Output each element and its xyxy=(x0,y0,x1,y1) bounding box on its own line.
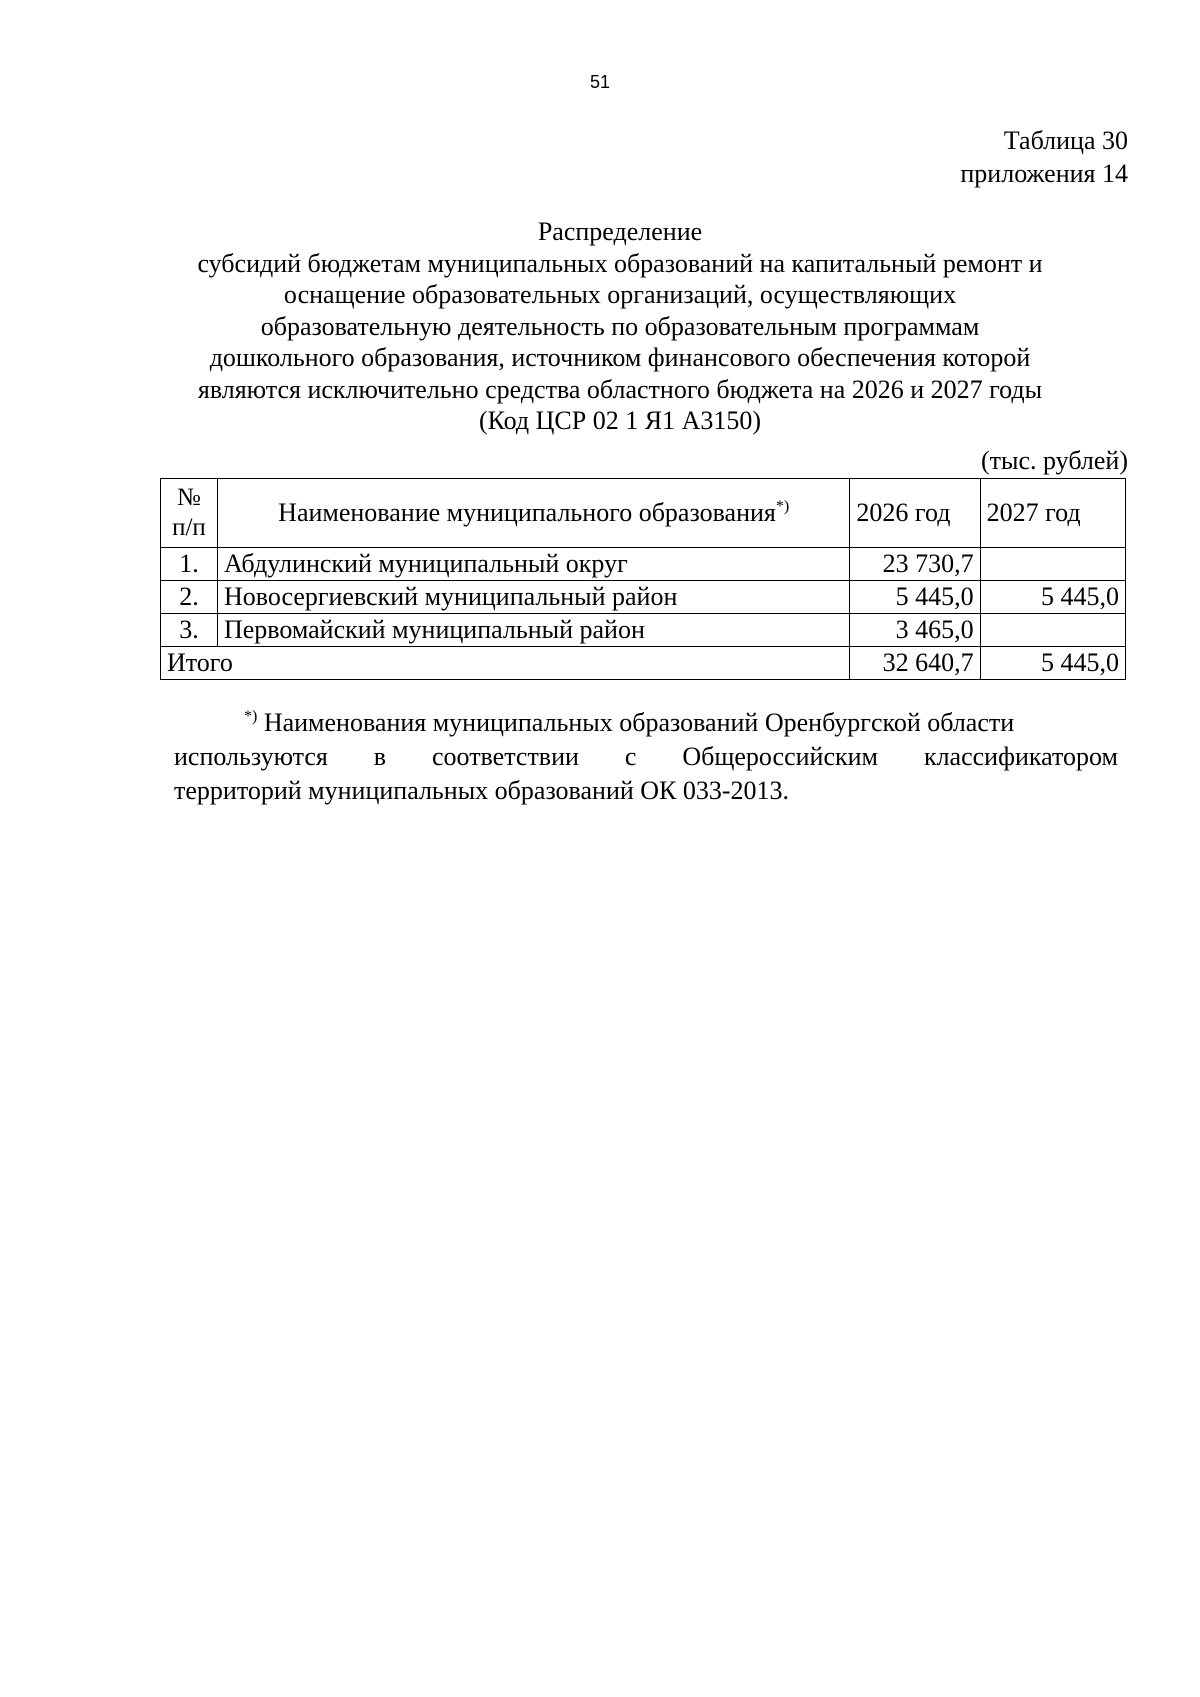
footnote-word: в xyxy=(373,742,387,771)
row-name: Новосергиевский муниципальный район xyxy=(217,581,849,614)
table-row xyxy=(161,581,1126,614)
heading-line: субсидий бюджетам муниципальных образований на капитальный ремонт и xyxy=(197,248,1043,278)
units-label: (тыс. рублей) xyxy=(980,446,1128,475)
total-label: Итого xyxy=(161,647,850,680)
header-number xyxy=(161,479,218,548)
row-number: 2. xyxy=(161,581,218,614)
footnote-word: соответствии xyxy=(432,742,579,771)
footnote-line-2 xyxy=(174,740,1118,774)
footnote-word: с xyxy=(624,742,637,771)
row-number: 3. xyxy=(161,614,218,647)
table-row xyxy=(161,614,1126,647)
footnote-marker: *) xyxy=(775,498,790,515)
row-value-2026: 23 730,7 xyxy=(850,548,980,581)
header-name-text: Наименование муниципального образования xyxy=(278,498,776,527)
footnote-line-3: территорий муниципальных образований ОК 033-2013. xyxy=(174,776,790,805)
header-year-2027: 2027 год xyxy=(980,479,1125,548)
header-number-pp: п/п xyxy=(172,514,206,541)
footnote-word: используются xyxy=(174,742,328,771)
row-value-2027: 5 445,0 xyxy=(980,581,1125,614)
distribution-table xyxy=(160,478,1126,680)
footnote-marker: *) xyxy=(244,708,258,725)
row-number: 1. xyxy=(161,548,218,581)
footnote-line-1 xyxy=(174,706,1118,740)
table-reference-line-1: Таблица 30 xyxy=(1003,126,1128,155)
footnote-word: Общероссийским xyxy=(682,742,879,771)
table-reference xyxy=(960,124,1128,190)
heading-line: оснащение образовательных организаций, осуществляющих xyxy=(283,280,957,309)
table-reference-line-2: приложения 14 xyxy=(960,159,1128,188)
document-heading xyxy=(140,216,1100,437)
row-value-2027 xyxy=(980,548,1125,581)
footnote xyxy=(174,706,1118,808)
row-value-2026: 3 465,0 xyxy=(850,614,980,647)
row-name: Первомайский муниципальный район xyxy=(217,614,849,647)
row-value-2026: 5 445,0 xyxy=(850,581,980,614)
table-header-row xyxy=(161,479,1126,548)
table-row xyxy=(161,548,1126,581)
heading-line: (Код ЦСР 02 1 Я1 А3150) xyxy=(478,406,762,435)
heading-line: являются исключительно средства областного бюджета на 2026 и 2027 годы xyxy=(197,374,1043,404)
table-total-row xyxy=(161,647,1126,680)
header-year-2026: 2026 год xyxy=(850,479,980,548)
heading-line: Распределение xyxy=(537,217,703,246)
footnote-word: классификатором xyxy=(923,742,1118,771)
total-value-2027: 5 445,0 xyxy=(980,647,1125,680)
footnote-text-1: Наименования муниципальных образований Оренбургской области xyxy=(263,708,1015,737)
page-number: 51 xyxy=(589,72,611,92)
header-number-sign: № xyxy=(177,484,201,511)
total-value-2026: 32 640,7 xyxy=(850,647,980,680)
header-name xyxy=(217,479,849,548)
row-value-2027 xyxy=(980,614,1125,647)
heading-line: дошкольного образования, источником финансового обеспечения которой xyxy=(209,343,1031,372)
row-name: Абдулинский муниципальный округ xyxy=(217,548,849,581)
heading-line: образовательную деятельность по образовательным программам xyxy=(260,311,980,341)
